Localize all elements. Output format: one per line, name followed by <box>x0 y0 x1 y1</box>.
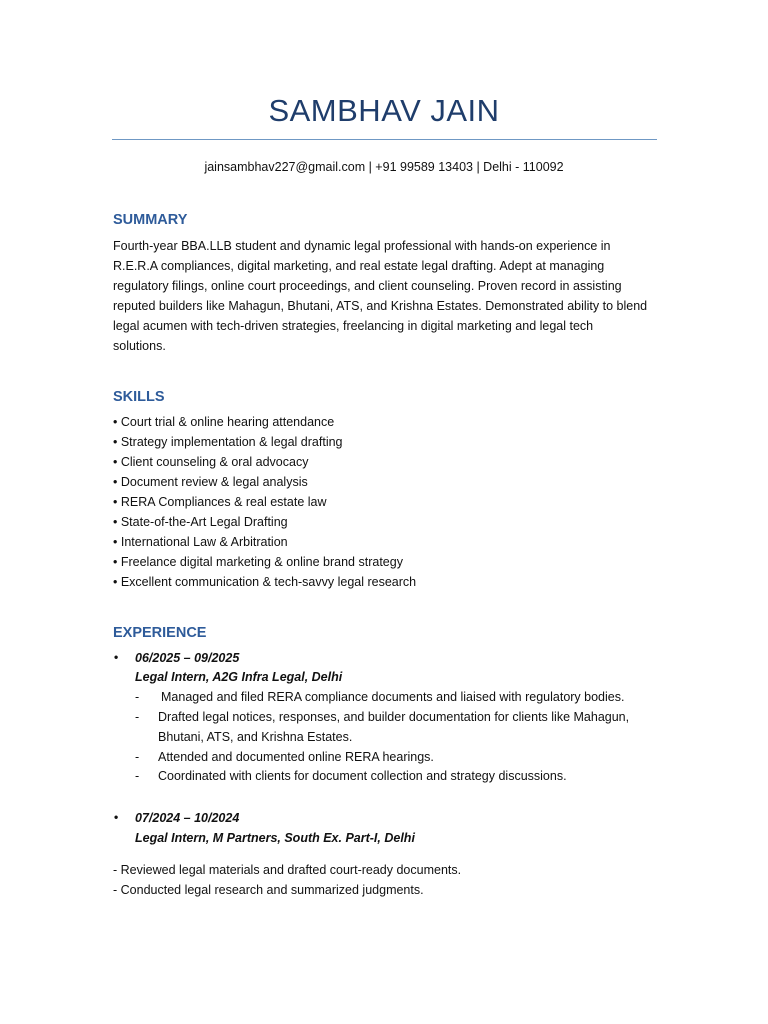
job-bullet: • <box>114 650 119 664</box>
skills-heading: SKILLS <box>113 389 165 405</box>
summary-line: legal acumen with tech-driven strategies, freelancing in digital marketing and legal tech <box>113 319 594 334</box>
summary-line: regulatory filings, online court proceedings, and client counseling. Proven record in assisting <box>113 279 622 294</box>
job-title: Legal Intern, M Partners, South Ex. Part-I, Delhi <box>135 831 415 845</box>
job-task: Drafted legal notices, responses, and builder documentation for clients like Mahagun, <box>158 710 630 724</box>
skill-item: • State-of-the-Art Legal Drafting <box>113 515 288 529</box>
summary-line: R.E.R.A compliances, digital marketing, and real estate legal drafting. Adept at managing <box>113 259 605 274</box>
contact-line: jainsambhav227@gmail.com | +91 99589 13403 | Delhi - 110092 <box>204 160 564 174</box>
job-task: Attended and documented online RERA hearings. <box>158 750 434 764</box>
skill-item: • Strategy implementation & legal drafting <box>113 435 343 449</box>
job-task: Managed and filed RERA compliance documents and liaised with regulatory bodies. <box>161 690 625 704</box>
skill-item: • RERA Compliances & real estate law <box>113 495 327 509</box>
task-dash: - <box>135 690 140 704</box>
summary-line: Fourth-year BBA.LLB student and dynamic legal professional with hands-on experience in <box>113 239 611 253</box>
task-dash: - <box>135 750 140 764</box>
summary-heading: SUMMARY <box>113 212 188 228</box>
job-title: Legal Intern, A2G Infra Legal, Delhi <box>135 670 343 684</box>
skill-item: • Freelance digital marketing & online brand strategy <box>113 555 403 569</box>
skill-item: • Client counseling & oral advocacy <box>113 455 309 469</box>
job-task: Bhutani, ATS, and Krishna Estates. <box>158 730 353 744</box>
task-dash: - <box>135 769 140 783</box>
job-task: - Conducted legal research and summarized judgments. <box>113 883 424 897</box>
job-dates: 07/2024 – 10/2024 <box>135 811 240 825</box>
experience-heading: EXPERIENCE <box>113 625 207 641</box>
task-dash: - <box>135 710 140 724</box>
job-bullet: • <box>114 810 119 824</box>
summary-text <box>113 236 658 357</box>
skills-list <box>113 412 416 592</box>
skill-item: • Excellent communication & tech-savvy legal research <box>113 575 417 589</box>
candidate-name: SAMBHAV JAIN <box>268 93 500 128</box>
job-task: Coordinated with clients for document collection and strategy discussions. <box>158 769 567 783</box>
job-task: - Reviewed legal materials and drafted court-ready documents. <box>113 863 462 877</box>
skill-item: • Court trial & online hearing attendance <box>113 415 335 429</box>
summary-line: reputed builders like Mahagun, Bhutani, ATS, and Krishna Estates. Demonstrated ability to blend <box>113 299 648 314</box>
skill-item: • Document review & legal analysis <box>113 475 308 489</box>
job-dates: 06/2025 – 09/2025 <box>135 651 240 665</box>
summary-line: solutions. <box>113 339 166 354</box>
header-divider <box>112 139 657 140</box>
skill-item: • International Law & Arbitration <box>113 535 288 549</box>
